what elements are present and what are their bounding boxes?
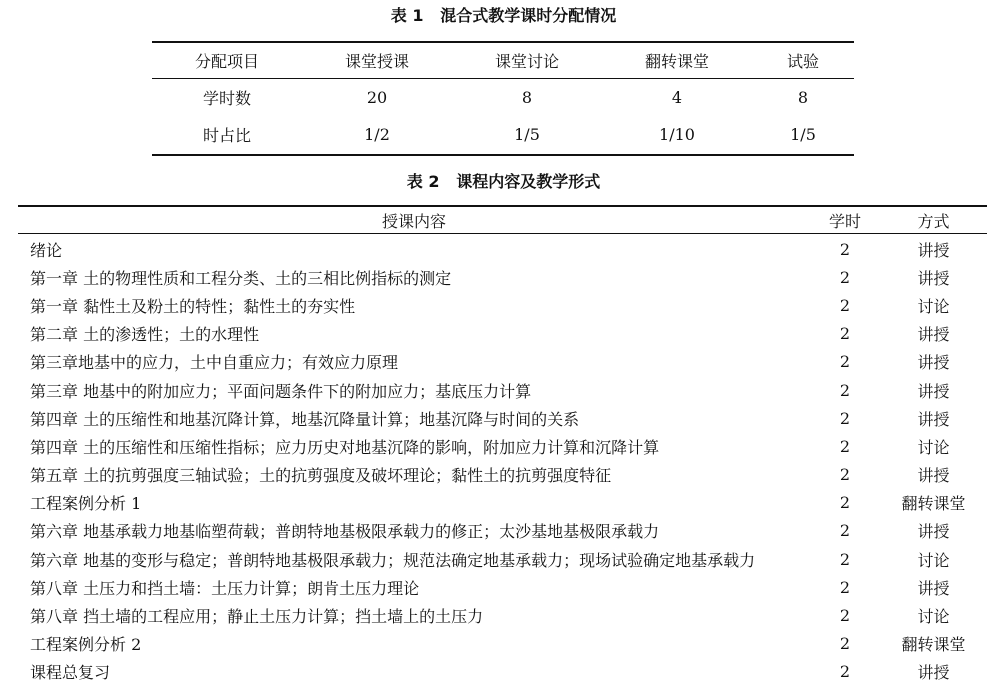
table1-header-cell: 课堂讨论 [494, 51, 559, 71]
table2-cell-mode: 翻转课堂 [901, 635, 966, 655]
table2-cell-content: 第三章地基中的应力，土中自重应力；有效应力原理 [30, 353, 399, 373]
table2-row [18, 630, 987, 658]
table1-cell: 时占比 [202, 125, 251, 145]
table2-row [18, 320, 987, 348]
table2-cell-hours: 2 [839, 436, 851, 456]
table1-top-rule [152, 41, 854, 43]
table2-cell-hours: 2 [839, 465, 851, 485]
table2-header-mode: 方式 [917, 211, 950, 231]
table2-cell-hours: 2 [839, 634, 851, 654]
table1-cell: 4 [671, 87, 683, 107]
table2-cell-mode: 讲授 [917, 381, 950, 401]
table1-header-cell: 试验 [786, 51, 819, 71]
table2-row [18, 348, 987, 376]
table2-row [18, 658, 987, 686]
table2-cell-hours: 2 [839, 267, 851, 287]
table2-cell-mode: 讨论 [917, 296, 950, 316]
table2-cell-hours: 2 [839, 662, 851, 682]
table2-cell-content: 第二章 土的渗透性；土的水理性 [30, 325, 260, 345]
table2-row [18, 263, 987, 291]
table2-cell-content: 第六章 地基承载力地基临塑荷载；普朗特地基极限承载力的修正；太沙基地基极限承载力 [30, 522, 660, 542]
table2-row [18, 573, 987, 601]
table2-cell-content: 第三章 地基中的附加应力；平面问题条件下的附加应力；基底压力计算 [30, 381, 532, 401]
table2-cell-mode: 讲授 [917, 268, 950, 288]
table2-cell-content: 第六章 地基的变形与稳定；普朗特地基极限承载力；规范法确定地基承载力；现场试验确定地基承载力 [30, 550, 756, 570]
table2-header-rule [18, 233, 987, 234]
table2-cell-mode: 讲授 [917, 325, 950, 345]
table2-row [18, 291, 987, 319]
table2-cell-content: 第四章 土的压缩性和压缩性指标；应力历史对地基沉降的影响，附加应力计算和沉降计算 [30, 437, 660, 457]
table1-row [152, 121, 854, 147]
table1-header-cell: 翻转课堂 [644, 51, 709, 71]
table2-caption: 表 2 课程内容及教学形式 [406, 172, 601, 191]
table1-header-cell: 课堂授课 [344, 51, 409, 71]
table1-cell: 1/2 [364, 124, 390, 144]
table2-cell-content: 第四章 土的压缩性和地基沉降计算，地基沉降量计算；地基沉降与时间的关系 [30, 409, 580, 429]
table2-cell-hours: 2 [839, 295, 851, 315]
table2-cell-hours: 2 [839, 606, 851, 626]
table2-cell-mode: 讲授 [917, 466, 950, 486]
table2-cell-mode: 讲授 [917, 522, 950, 542]
table1-bottom-rule [152, 154, 854, 156]
table1-cell: 1/10 [659, 124, 695, 144]
table2-cell-content: 课程总复习 [30, 663, 111, 683]
table2-row [18, 545, 987, 573]
table1-cell: 8 [521, 87, 533, 107]
table2-header-hours: 学时 [828, 211, 861, 231]
table2-cell-hours: 2 [839, 324, 851, 344]
table2-cell-content: 第八章 挡土墙的工程应用；静止土压力计算；挡土墙上的土压力 [30, 607, 484, 627]
table2-row [18, 376, 987, 404]
table1-cell: 1/5 [790, 124, 816, 144]
table1-row [152, 84, 854, 110]
table2-body [18, 235, 987, 686]
table2-cell-hours: 2 [839, 577, 851, 597]
table1-header-row [152, 47, 854, 73]
table2-cell-hours: 2 [839, 493, 851, 513]
table2-cell-hours: 2 [839, 408, 851, 428]
table2-cell-content: 第一章 黏性土及粉土的特性；黏性土的夯实性 [30, 296, 356, 316]
table2-cell-mode: 讨论 [917, 437, 950, 457]
table2-cell-content: 第五章 土的抗剪强度三轴试验；土的抗剪强度及破坏理论；黏性土的抗剪强度特征 [30, 466, 612, 486]
table2-cell-hours: 2 [839, 380, 851, 400]
table2-row [18, 432, 987, 460]
table2-cell-content: 工程案例分析 2 [30, 635, 142, 655]
table2-row [18, 235, 987, 263]
table2-cell-mode: 讲授 [917, 353, 950, 373]
table1-cell: 8 [797, 87, 809, 107]
table2-cell-content: 第八章 土压力和挡土墙：土压力计算；朗肯土压力理论 [30, 578, 420, 598]
table2-header-row [18, 207, 987, 233]
table1-cell: 学时数 [202, 88, 251, 108]
table2-cell-content: 第一章 土的物理性质和工程分类、土的三相比例指标的测定 [30, 268, 452, 288]
table2-cell-mode: 讨论 [917, 550, 950, 570]
table1-cell: 1/5 [514, 124, 540, 144]
table2-cell-hours: 2 [839, 239, 851, 259]
table2-header-content: 授课内容 [381, 211, 446, 231]
table1-cell: 20 [366, 87, 388, 107]
table2-row [18, 404, 987, 432]
table2-cell-mode: 讲授 [917, 663, 950, 683]
table2-cell-mode: 讨论 [917, 607, 950, 627]
table2-cell-content: 绪论 [30, 240, 63, 260]
table2-cell-mode: 讲授 [917, 578, 950, 598]
table2-row [18, 517, 987, 545]
table1-caption: 表 1 混合式教学课时分配情况 [390, 6, 617, 25]
table2-cell-hours: 2 [839, 521, 851, 541]
table2-row [18, 601, 987, 629]
table1-header-rule [152, 78, 854, 79]
table2-cell-hours: 2 [839, 352, 851, 372]
table1-header-cell: 分配项目 [194, 51, 259, 71]
table2-cell-mode: 讲授 [917, 240, 950, 260]
table2-cell-mode: 翻转课堂 [901, 494, 966, 514]
table2-cell-hours: 2 [839, 549, 851, 569]
table2-cell-content: 工程案例分析 1 [30, 494, 142, 514]
table2-cell-mode: 讲授 [917, 409, 950, 429]
table2-row [18, 461, 987, 489]
table2-row [18, 489, 987, 517]
